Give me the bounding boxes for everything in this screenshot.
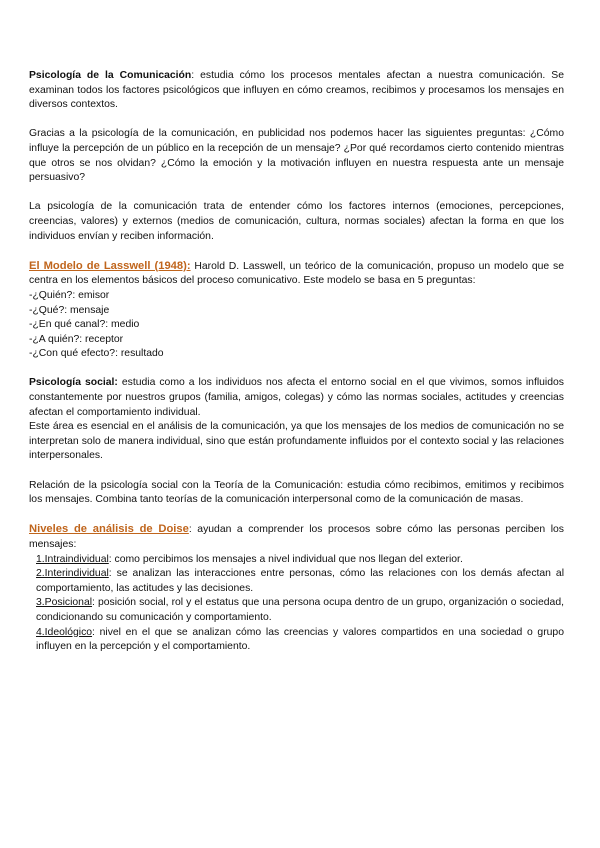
doise-paragraph	[29, 522, 564, 552]
doise-level-term: 2.Interindividual	[36, 568, 109, 580]
psicologia-comunicacion-definition: : estudia cómo los procesos mentales afectan a nuestra comunicación. Se examinan todos los factores psicológicos que influyen en cómo creamos, recibimos y procesamos los mensajes en diversos contextos.	[29, 70, 564, 111]
psicologia-social-paragraph	[29, 376, 564, 420]
lasswell-question-list	[29, 289, 564, 362]
doise-level	[29, 567, 564, 596]
psicologia-social-term: Psicología social:	[29, 377, 118, 389]
doise-level	[29, 626, 564, 655]
doise-level-term: 3.Posicional	[36, 597, 93, 609]
lasswell-question: -¿Con qué efecto?: resultado	[29, 348, 164, 360]
doise-intro: : ayudan a comprender los procesos sobre cómo las personas perciben los mensajes:	[29, 524, 564, 550]
doise-level-text: : posición social, rol y el estatus que una persona ocupa dentro de un grupo, organización o sociedad, condicionando su comunicación y comportamiento.	[36, 597, 564, 623]
psicologia-social-continuation: Este área es esencial en el análisis de la comunicación, ya que los mensajes de los medios de comunicación no se interpretan solo de manera individual, sino que están profundamente influidos por el contexto social y las relaciones interpersonales.	[29, 421, 564, 462]
doise-level	[29, 553, 564, 568]
psicologia-comunicacion-term: Psicología de la Comunicación	[29, 70, 192, 81]
psicologia-social-definition: estudia como a los individuos nos afecta el entorno social en el que vivimos, somos influidos constantemente por nuestros grupos (familia, amigos, colegas) y cómo las normas sociales, actitudes y creencias afectan el comportamiento individual.	[29, 377, 564, 418]
doise-level	[29, 596, 564, 625]
doise-level-term: 1.Intraindividual	[36, 553, 109, 565]
lasswell-intro: Harold D. Lasswell, un teórico de la comunicación, propuso un modelo que se centra en los elementos básicos del proceso comunicativo. Este modelo se basa en 5 preguntas:	[29, 260, 564, 287]
lasswell-question: -¿A quién?: receptor	[29, 333, 124, 345]
lasswell-question: -¿En qué canal?: medio	[29, 319, 140, 331]
doise-level-text: : se analizan las interacciones entre personas, cómo las relaciones con los demás afectan al comportamiento, las actitudes y las decisiones.	[36, 568, 564, 594]
lasswell-question: -¿Qué?: mensaje	[29, 304, 110, 316]
lasswell-question: -¿Quién?: emisor	[29, 289, 110, 301]
lasswell-heading: El Modelo de Lasswell (1948):	[29, 259, 191, 272]
doise-level-text: : como percibimos los mensajes a nivel individual que nos llegan del exterior.	[108, 553, 463, 565]
lasswell-paragraph	[29, 259, 564, 289]
doise-level-text: : nivel en el que se analizan cómo las creencias y valores compartidos en una sociedad o grupo influyen en la percepción y el comportamiento.	[36, 626, 564, 653]
doise-heading: Niveles de análisis de Doise	[29, 523, 189, 536]
publicidad-paragraph: Gracias a la psicología de la comunicación, en publicidad nos podemos hacer las siguientes preguntas: ¿Cómo influye la percepción de un público en la recepción de un mensaje? ¿Por qué recordamos cierto contenido mientras que otros se nos olvidan? ¿Cómo la emoción y la motivación influyen en nuestra respuesta ante un mensaje persuasivo?	[29, 128, 564, 184]
doise-level-term: 4.Ideológico	[36, 626, 93, 638]
factores-paragraph: La psicología de la comunicación trata de entender cómo los factores internos (emociones, percepciones, creencias, valores) y externos (medios de comunicación, cultura, normas sociales) afectan la forma en que los individuos envían y reciben información.	[29, 201, 564, 242]
psicologia-comunicacion-paragraph	[29, 69, 564, 113]
relacion-paragraph: Relación de la psicología social con la Teoría de la Comunicación: estudia cómo recibimos, emitimos y recibimos los mensajes. Combina tanto teorías de la comunicación interpersonal como de la comunicación de masas.	[29, 479, 564, 506]
